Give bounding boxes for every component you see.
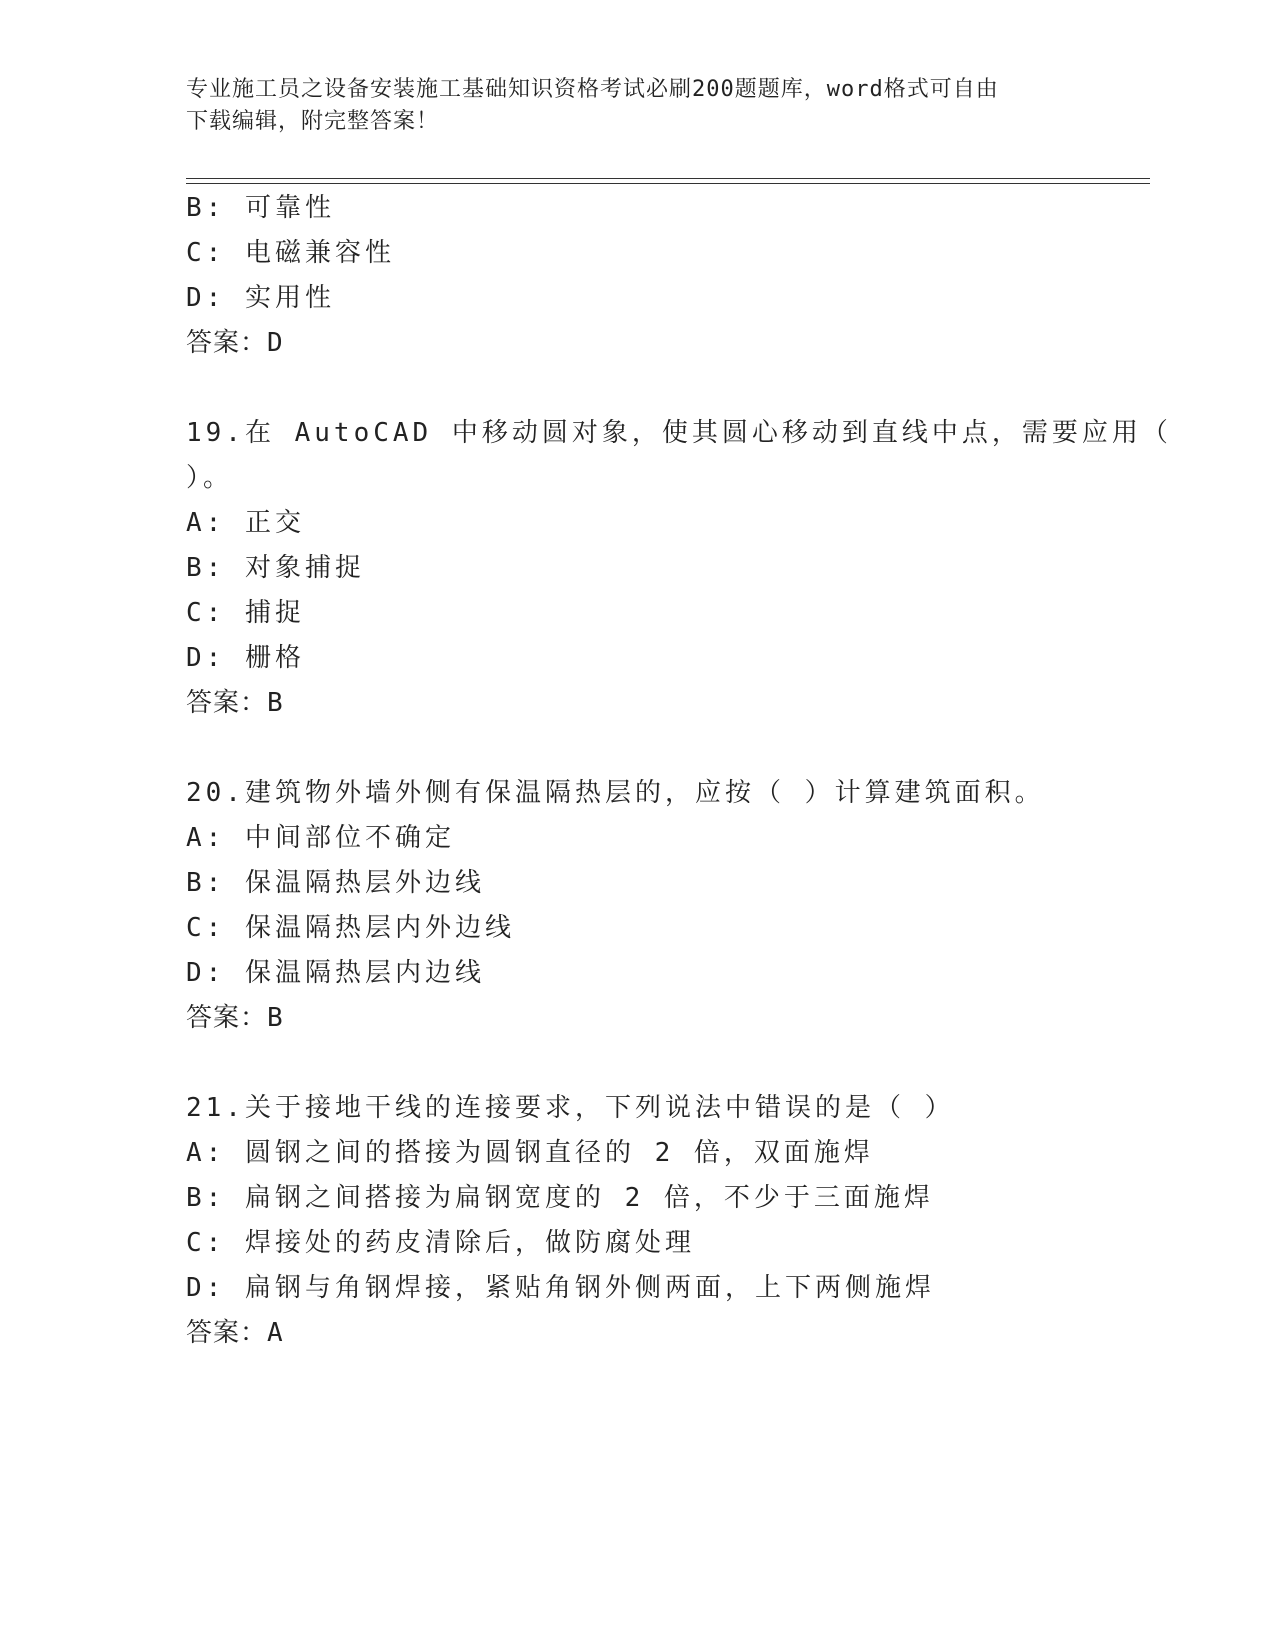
header-rule-bottom	[186, 183, 1150, 184]
q20-stem: 20.建筑物外墙外侧有保温隔热层的，应按（ ）计算建筑面积。	[186, 778, 1045, 808]
q19-option-a: A: 正交	[186, 508, 305, 538]
document-header	[186, 74, 1086, 138]
q19-option-d: D: 栅格	[186, 643, 305, 673]
q19-option-b: B: 对象捕捉	[186, 553, 365, 583]
q20-option-d: D: 保温隔热层内边线	[186, 958, 485, 988]
q20-option-c: C: 保温隔热层内外边线	[186, 913, 515, 943]
q18-option-b: B: 可靠性	[186, 193, 335, 223]
q21-answer: 答案：A	[186, 1318, 284, 1348]
q18-option-d: D: 实用性	[186, 283, 335, 313]
q21-option-c: C: 焊接处的药皮清除后，做防腐处理	[186, 1228, 695, 1258]
q19-option-c: C: 捕捉	[186, 598, 305, 628]
q20-option-a: A: 中间部位不确定	[186, 823, 455, 853]
header-line-2: 下载编辑，附完整答案！	[186, 109, 440, 134]
header-rule-top	[186, 178, 1150, 179]
q19-answer: 答案：B	[186, 688, 284, 718]
q21-option-d: D: 扁钢与角钢焊接，紧贴角钢外侧两面，上下两侧施焊	[186, 1273, 935, 1303]
q18-answer: 答案：D	[186, 328, 284, 358]
q21-stem: 21.关于接地干线的连接要求，下列说法中错误的是（ ）	[186, 1093, 955, 1123]
q20-answer: 答案：B	[186, 1003, 284, 1033]
q21-option-b: B: 扁钢之间搭接为扁钢宽度的 2 倍，不少于三面施焊	[186, 1183, 934, 1213]
q20-option-b: B: 保温隔热层外边线	[186, 868, 485, 898]
q18-option-c: C: 电磁兼容性	[186, 238, 395, 268]
q19-stem-line-1: 19.在 AutoCAD 中移动圆对象，使其圆心移动到直线中点，需要应用（	[186, 418, 1172, 448]
q19-stem-line-2: ）。	[186, 463, 234, 493]
q21-option-a: A: 圆钢之间的搭接为圆钢直径的 2 倍，双面施焊	[186, 1138, 874, 1168]
header-line-1: 专业施工员之设备安装施工基础知识资格考试必刷200题题库，word格式可自由	[186, 77, 999, 102]
